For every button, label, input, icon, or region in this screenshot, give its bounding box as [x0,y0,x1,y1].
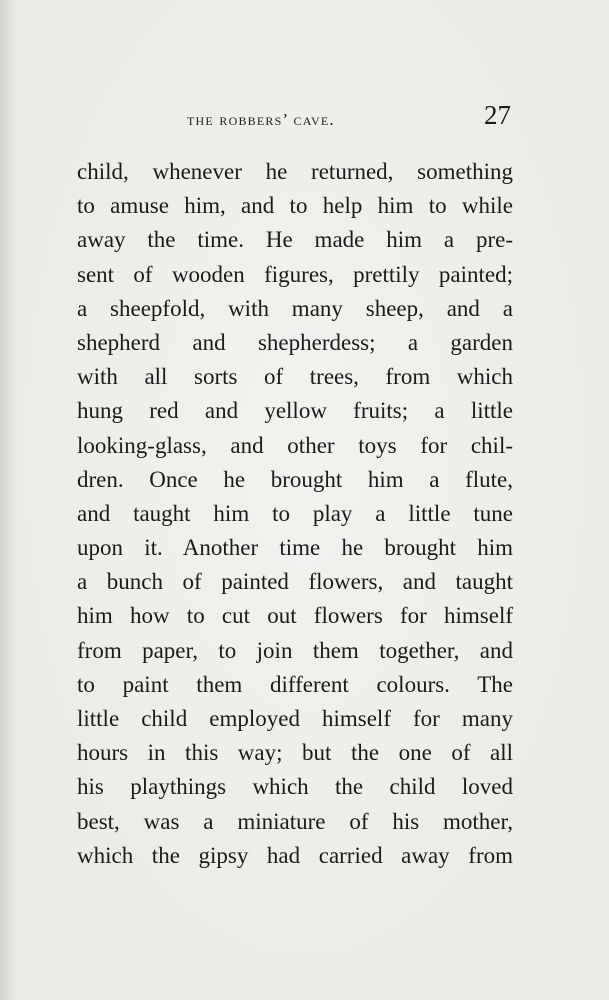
text-line: hung red and yellow fruits; a little [77,398,513,424]
text-line: child, whenever he returned, something [77,159,513,184]
text-line: a sheepfold, with many sheep, and a [77,295,513,321]
text-line: sent of wooden figures, prettily painted; [77,261,513,287]
text-line: with all sorts of trees, from which [77,364,513,390]
text-line: which the gipsy had carried away from [77,842,513,868]
running-head [0,100,609,136]
text-line: his playthings which the child loved [77,774,513,800]
text-line: best, was a miniature of his mother, [77,808,513,834]
page-number: 27 [484,100,511,130]
chapter-title: the robbers’ cave. [187,110,335,129]
spine-shadow [0,0,18,1000]
text-line: dren. Once he brought him a flute, [77,466,513,492]
body-text [77,155,513,873]
text-line: to paint them different colours. The [77,671,513,697]
text-line: and taught him to play a little tune [77,500,513,526]
text-line: upon it. Another time he brought him [77,535,513,561]
text-line: a bunch of painted flowers, and taught [77,569,513,595]
text-line: shepherd and shepherdess; a garden [77,329,513,355]
text-line: away the time. He made him a pre- [77,227,513,253]
text-line: little child employed himself for many [77,706,513,731]
text-line: hours in this way; but the one of all [77,740,513,766]
text-line: looking-glass, and other toys for chil- [77,432,513,458]
text-line: to amuse him, and to help him to while [77,193,513,219]
text-line: from paper, to join them together, and [77,637,513,663]
text-line: him how to cut out flowers for himself [77,603,513,629]
